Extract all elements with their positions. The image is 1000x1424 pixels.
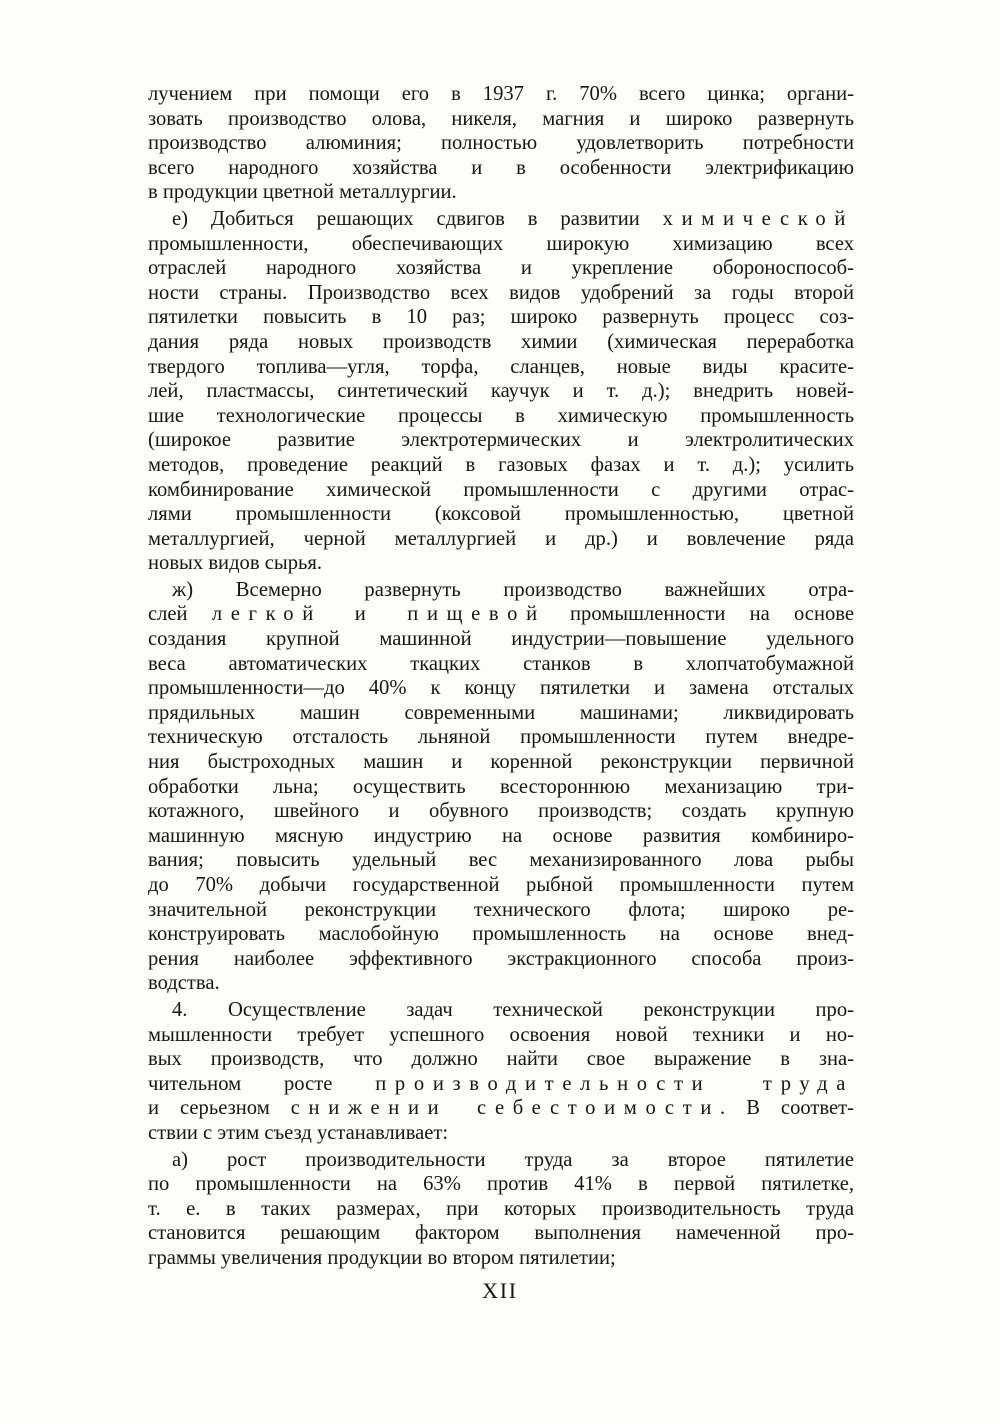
text-line: лей, пластмассы, синтетический каучук и т. д.); внедрить новей- xyxy=(148,380,854,403)
text-line: граммы увеличения продукции во втором пятилетии; xyxy=(148,1246,616,1269)
text-line: машинную мясную индустрию на основе развития комбиниро- xyxy=(148,824,854,847)
text-line: прядильных машин современными машинами; ликвидировать xyxy=(148,701,854,724)
text-line: становится решающим фактором выполнения намеченной про- xyxy=(148,1222,854,1245)
text-line: водства. xyxy=(148,972,220,995)
text-line: промышленности—до 40% к концу пятилетки и замена отсталых xyxy=(148,677,854,700)
text-line: ствии с этим съезд устанавливает: xyxy=(148,1121,449,1144)
paragraph-zh-light-food-industry xyxy=(148,578,854,996)
text-line: металлургией, черной металлургией и др.) и вовлечение ряда xyxy=(148,527,854,550)
text-line: лучением при помощи его в 1937 г. 70% всего цинка; органи- xyxy=(148,83,854,105)
text-line: в продукции цветной металлургии. xyxy=(148,181,457,204)
page-number: XII xyxy=(482,1278,518,1303)
text-line: всего народного хозяйства и в особенности электрификацию xyxy=(148,156,854,179)
text-line: вания; повысить удельный вес механизированного лова рыбы xyxy=(148,849,854,872)
text-line: лями промышленности (коксовой промышленностью, цветной xyxy=(148,503,854,526)
text-line: а) рост производительности труда за второе пятилетие xyxy=(172,1148,854,1171)
text-run: промышленности на основе xyxy=(545,603,855,626)
text-line: рения наиболее эффективного экстракционного способа произ- xyxy=(148,947,854,970)
text-line: дания ряда новых производств химии (химическая переработка xyxy=(148,330,854,353)
text-run: и серьезном xyxy=(148,1097,291,1120)
text-line: производство алюминия; полностью удовлетворить потребности xyxy=(148,132,854,155)
text-line: шие технологические процессы в химическую промышленность xyxy=(148,404,854,427)
text-line xyxy=(148,207,854,232)
paragraph-continuation xyxy=(148,82,854,205)
text-line: 4. Осуществление задач технической реконструкции про- xyxy=(172,998,854,1021)
text-line: методов, проведение реакций в газовых фазах и т. д.); усилить xyxy=(148,453,854,476)
text-line: создания крупной машинной индустрии—повышение удельного xyxy=(148,628,854,651)
text-line: отраслей народного хозяйства и укрепление обороноспособ- xyxy=(148,257,854,280)
text-line: значительной реконструкции технического флота; широко ре- xyxy=(148,898,854,921)
text-line: до 70% добычи государственной рыбной промышленности путем xyxy=(148,874,854,896)
emphasis-spaced: производительности труда xyxy=(375,1072,854,1095)
body-text xyxy=(148,82,854,1271)
text-line: комбинирование химической промышленности с другими отрас- xyxy=(148,478,854,501)
text-line: по промышленности на 63% против 41% в первой пятилетке, xyxy=(148,1173,854,1196)
text-run: чительном росте xyxy=(148,1072,376,1095)
paragraph-e-chemical-industry xyxy=(148,207,854,576)
text-run: . В соответ- xyxy=(720,1097,854,1120)
text-line: мышленности требует успешного освоения новой техники и но- xyxy=(148,1023,854,1046)
text-line: ности страны. Производство всех видов удобрений за годы второй xyxy=(148,281,854,304)
text-line xyxy=(148,1096,854,1121)
text-line: твердого топлива—угля, торфа, сланцев, новые виды красите- xyxy=(148,355,854,378)
emphasis-spaced: легкой и пищевой xyxy=(211,603,546,626)
emphasis-spaced: химической xyxy=(662,207,854,230)
text-run: е) Добиться решающих сдвигов в развитии xyxy=(172,207,663,230)
text-line: пятилетки повысить в 10 раз; широко развернуть процесс соз- xyxy=(148,306,854,329)
text-line: промышленности, обеспечивающих широкую химизацию всех xyxy=(148,232,854,255)
text-line: техническую отсталость льняной промышленности путем внедре- xyxy=(148,726,854,749)
paragraph-4-technical-reconstruction xyxy=(148,998,854,1146)
paragraph-a-labor-productivity xyxy=(148,1148,854,1271)
text-line xyxy=(148,1072,854,1097)
text-line: (широкое развитие электротермических и электролитических xyxy=(148,429,854,452)
text-line: обработки льна; осуществить всестороннюю механизацию три- xyxy=(148,775,854,798)
text-line: веса автоматических ткацких станков в хлопчатобумажной xyxy=(148,652,854,675)
text-line: новых видов сырья. xyxy=(148,552,323,575)
text-line: ж) Всемерно развернуть производство важнейших отра- xyxy=(172,578,854,601)
text-line xyxy=(148,602,854,627)
text-line: вых производств, что должно найти свое выражение в зна- xyxy=(148,1048,854,1071)
text-run: слей xyxy=(148,603,212,626)
text-line: ния быстроходных машин и коренной реконструкции первичной xyxy=(148,751,854,774)
text-line: зовать производство олова, никеля, магния и широко развернуть xyxy=(148,107,854,130)
text-line: т. е. в таких размерах, при которых производительность труда xyxy=(148,1197,854,1220)
text-line: конструировать маслобойную промышленность на основе внед- xyxy=(148,923,854,946)
text-line: котажного, швейного и обувного производств; создать крупную xyxy=(148,800,854,823)
emphasis-spaced: снижении себестоимости xyxy=(290,1097,721,1120)
